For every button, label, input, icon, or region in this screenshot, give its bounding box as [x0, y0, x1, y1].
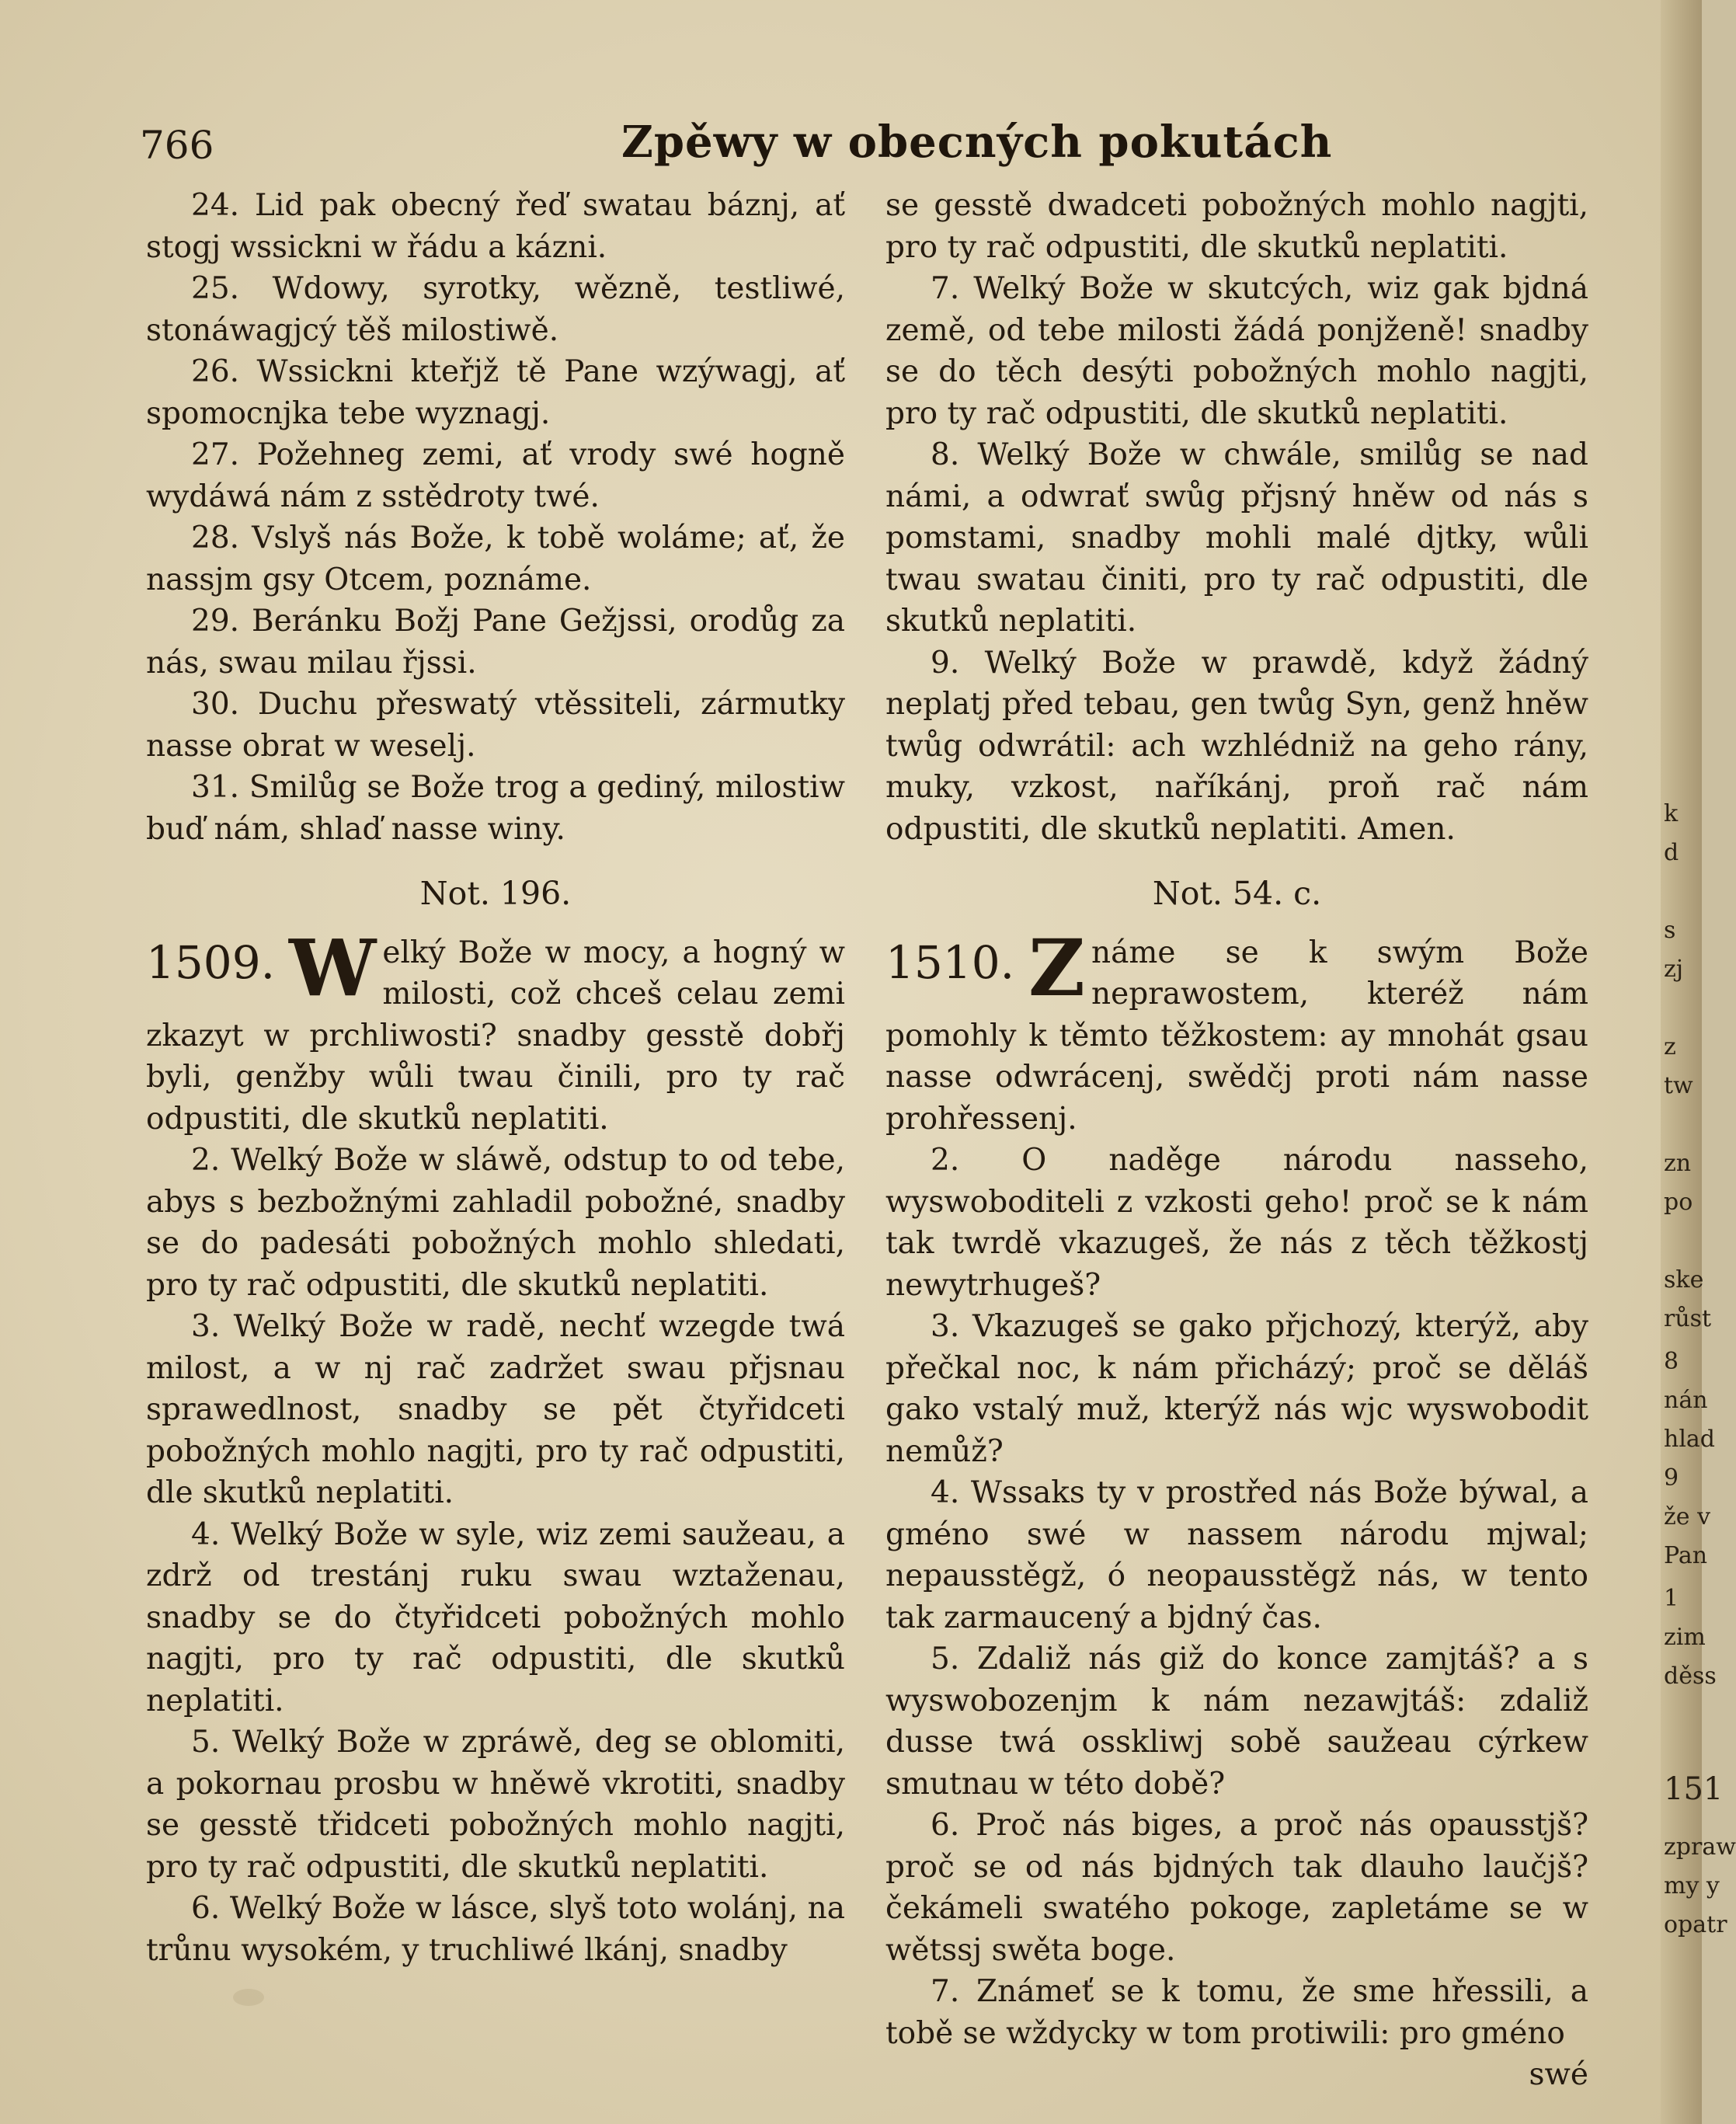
facing-page-fragment: s: [1664, 917, 1676, 944]
verse: 2. Welký Bože w sláwě, odstup to od tebe, abys s bezbožnými zahladil pobožné, snadby se do padesáti pobožných mohlo shledati, pro ty rač odpustiti, dle skutků neplatiti.: [146, 1143, 845, 1303]
facing-page-fragment: tw: [1664, 1072, 1693, 1099]
facing-page-fragment: my y: [1664, 1872, 1720, 1899]
facing-page-fragment: z: [1664, 1033, 1676, 1060]
verse: 31. Smilůg se Bože trog a gediný, milostiw buď nám, shlaď nasse winy.: [146, 770, 845, 847]
right-column: [885, 185, 1588, 2096]
verse: 7. Známeť se k tomu, že sme hřessili, a tobě se wždycky w tom protiwili: pro gméno: [885, 1974, 1588, 2051]
drop-cap: Z: [1028, 921, 1086, 1014]
facing-page-fragment: Pan: [1664, 1542, 1708, 1569]
facing-page-fragment: 8: [1664, 1348, 1679, 1375]
facing-page-fragment: hlad: [1664, 1426, 1716, 1453]
facing-page-fragment: zj: [1664, 956, 1684, 983]
verse: 9. Welký Bože w prawdě, když žádný neplatj před tebau, gen twůg Syn, genž hněw twůg odwrátil: ach wzhlédniž na geho rány, muky, vzkost, naříkánj, proň rač nám odpustiti, dle skutků neplatiti. Amen.: [885, 645, 1588, 847]
hymn-number: 1510.: [885, 935, 1015, 989]
facing-page-fragment: 1: [1664, 1585, 1679, 1612]
facing-page-fragment: d: [1664, 839, 1679, 866]
facing-page-edge: [1661, 0, 1736, 2124]
facing-page-fragment: po: [1664, 1189, 1693, 1216]
hymn-number: 1509.: [146, 935, 276, 989]
verse-continuation: se gesstě dwadceti pobožných mohlo nagjti, pro ty rač odpustiti, dle skutků neplatiti.: [885, 188, 1588, 265]
facing-page-fragment: opatr: [1664, 1911, 1727, 1938]
catchword: swé: [1529, 2057, 1588, 2092]
facing-page-fragment: 9: [1664, 1464, 1679, 1492]
facing-page-fragment: k: [1664, 800, 1679, 827]
verse: 7. Welký Bože w skutcých, wiz gak bjdná země, od tebe milosti žádá ponjženě! snadby se do těch desýti pobožných mohlo nagjti, pro ty rač odpustiti, dle skutků neplatiti.: [885, 271, 1588, 431]
verse: 25. Wdowy, syrotky, wězně, testliwé, stonáwagjcý těš milostiwě.: [146, 271, 845, 348]
facing-page-fragment: zpraw: [1664, 1833, 1736, 1861]
facing-page-fragment: růst: [1664, 1305, 1712, 1332]
verse: 2. O naděge národu nasseho, wyswoboditeli z vzkosti geho! proč se k nám tak twrdě vkazugeš, že nás z těch těžkostj newytrhugeš?: [885, 1143, 1588, 1303]
left-column: [146, 185, 845, 1971]
verse: 3. Vkazugeš se gako přjchozý, kterýž, aby přečkal noc, k nám přicházý; proč se děláš gako vstalý muž, kterýž nás wjc wyswobodit nemůž?: [885, 1309, 1588, 1469]
facing-page-fragment: ske: [1664, 1266, 1704, 1294]
verse: 28. Vslyš nás Bože, k tobě woláme; ať, že nassjm gsy Otcem, poznáme.: [146, 521, 845, 597]
hymn-opening-text: elký Bože w mocy, a hogný w milosti, což chceš celau zemi zkazyt w prchliwosti? snadby gesstě dobřj byli, genžby wůli twau činili, pro ty rač odpustiti, dle skutků neplatiti.: [146, 935, 845, 1137]
section-heading: Not. 54. c.: [1152, 875, 1322, 912]
facing-page-fragment: zn: [1664, 1150, 1692, 1177]
hymn-start: [146, 921, 845, 1140]
facing-page-fragment: děss: [1664, 1663, 1717, 1690]
facing-page-fragment: 151: [1664, 1771, 1724, 1807]
running-title: Zpěwy w obecných pokutách: [621, 117, 1333, 168]
verse: 6. Proč nás biges, a proč nás opausstjš? proč se od nás bjdných tak dlauho laučjš? čekámeli swatého pokoge, zapletáme se w wětssj swěta boge.: [885, 1808, 1588, 1968]
verse: 29. Beránku Božj Pane Gežjssi, orodůg za nás, swau milau řjssi.: [146, 604, 845, 681]
facing-page-fragment: zim: [1664, 1624, 1706, 1651]
verse: 26. Wssickni kteřjž tě Pane wzýwagj, ať spomocnjka tebe wyznagj.: [146, 354, 845, 431]
hymn-opening-text: náme se k swým Bože neprawostem, kteréž nám pomohly k těmto těžkostem: ay mnohát gsau nasse odwrácenj, swědčj proti nám nasse prohřessenj.: [885, 935, 1588, 1137]
verse: 5. Zdaliž nás giž do konce zamjtáš? a s wyswobozenjm k nám nezawjtáš: zdaliž dusse twá osskliwj sobě saužeau cýrkew smutnau w této době?: [885, 1642, 1588, 1802]
verse: 4. Wssaks ty v prostřed nás Bože býwal, a gméno swé w nassem národu mjwal; nepausstěgž, ó neopausstěgž nás, w tento tak zarmaucený a bjdný čas.: [885, 1475, 1588, 1635]
facing-page-fragment: nán: [1664, 1387, 1708, 1414]
verse: 4. Welký Bože w syle, wiz zemi saužeau, a zdrž od trestánj ruku swau wztaženau, snadby se do čtyřidceti pobožných mohlo nagjti, pro ty rač odpustiti, dle skutků neplatiti.: [146, 1516, 845, 1718]
verse: 30. Duchu přeswatý vtěssiteli, zármutky nasse obrat w weselj.: [146, 687, 845, 764]
facing-page-fragment: že v: [1664, 1503, 1711, 1530]
section-heading: Not. 196.: [419, 875, 572, 912]
page-header: [140, 117, 1585, 186]
verse: 24. Lid pak obecný řeď swatau báznj, ať stogj wssickni w řádu a kázni.: [146, 188, 845, 265]
verse: 5. Welký Bože w zpráwě, deg se oblomiti, a pokornau prosbu w hněwě vkrotiti, snadby se gesstě třidceti pobožných mohlo nagjti, pro ty rač odpustiti, dle skutků neplatiti.: [146, 1725, 845, 1885]
page-number: 766: [140, 123, 214, 168]
ink-smudge: [233, 1989, 264, 2006]
hymn-start: [885, 921, 1588, 1140]
verse: 3. Welký Bože w radě, nechť wzegde twá milost, a w nj rač zadržet swau přjsnau sprawedlnost, snadby se pět čtyřidceti pobožných mohlo nagjti, pro ty rač odpustiti, dle skutků neplatiti.: [146, 1309, 845, 1510]
verse: 8. Welký Bože w chwále, smilůg se nad námi, a odwrať swůg přjsný hněw od nás s pomstami, snadby mohli malé djtky, wůli twau swatau činiti, pro ty rač odpustiti, dle skutků neplatiti.: [885, 437, 1588, 639]
verse: 6. Welký Bože w lásce, slyš toto wolánj, na trůnu wysokém, y truchliwé lkánj, snadby: [146, 1891, 845, 1968]
drop-cap: W: [289, 921, 377, 1014]
verse: 27. Požehneg zemi, ať vrody swé hogně wydáwá nám z sstědroty twé.: [146, 437, 845, 514]
